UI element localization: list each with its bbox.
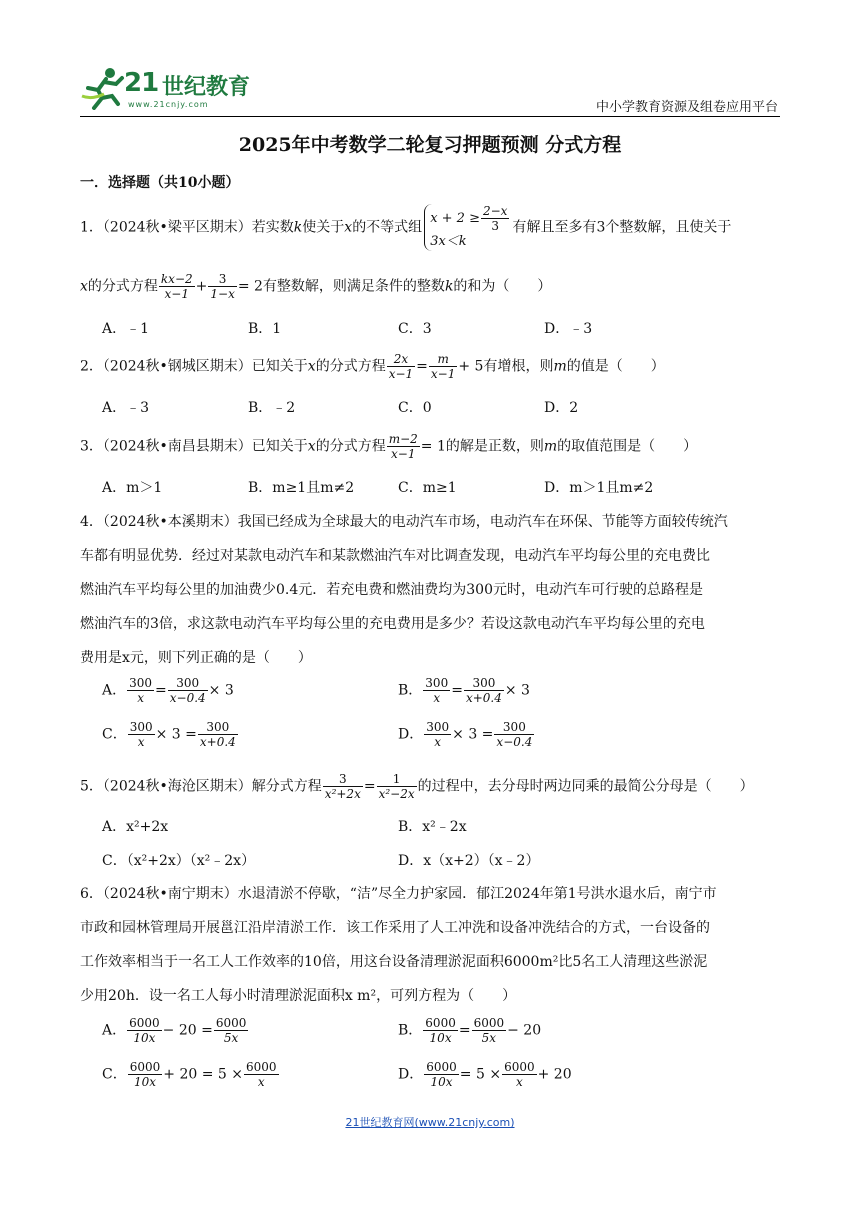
q6-option-c[interactable]: C． $\frac{6000}{10x}$ + 20 = 5 × $\frac{6000}{x}$ (102, 1060, 277, 1089)
inequality-system: x + 2 ≥ $\frac{2-x}{3}$ 3x＜k (424, 204, 510, 251)
q3-option-c[interactable]: C．m≥1 (398, 480, 457, 496)
q5-option-b[interactable]: B．x²﹣2x (398, 819, 467, 835)
site-logo (80, 66, 250, 114)
logo-number: 21 (124, 68, 159, 98)
q4-option-b[interactable]: B． $\frac{300}{x}$ = $\frac{300}{x+0.4}$ × 3 (398, 676, 530, 705)
q1-option-d[interactable]: D．﹣3 (544, 321, 593, 337)
q2-option-a[interactable]: A．﹣3 (102, 400, 150, 416)
q2-option-d[interactable]: D．2 (544, 400, 579, 416)
platform-name: 中小学教育资源及组卷应用平台 (595, 100, 778, 115)
page-title: 2025年中考数学二轮复习押题预测 分式方程 (238, 134, 622, 156)
logo-url: www.21cnjy.com (128, 100, 209, 109)
question-5-stem: 5．（2024秋•海沧区期末）解分式方程 $\frac{3}{\text{x²+2x}}$ = $\frac{1}{\text{x²−2x}}$ 的过程中，去分母时两边同乘的最简公分母是（ ） (80, 772, 754, 801)
q3-option-a[interactable]: A．m＞1 (102, 480, 163, 496)
q1-option-b[interactable]: B．1 (248, 321, 282, 337)
q6-option-a[interactable]: A． $\frac{6000}{10x}$ − 20 = $\frac{6000}{5x}$ (102, 1016, 247, 1045)
q3-option-b[interactable]: B．m≥1且m≠2 (248, 480, 355, 496)
section-heading: 一．选择题（共10小题） (80, 175, 240, 191)
q3-option-d[interactable]: D．m＞1且m≠2 (544, 480, 654, 496)
question-4-line5: 费用是x元，则下列正确的是（ ） (80, 650, 312, 666)
q5-option-d[interactable]: D．x（x+2）（x﹣2） (398, 853, 540, 869)
q6-option-b[interactable]: B． $\frac{6000}{10x}$ = $\frac{6000}{5x}$ − 20 (398, 1016, 542, 1045)
question-1-stem: 1．（2024秋•梁平区期末）若实数k使关于x的不等式组x + 2 ≥ $\frac{2-x}{3}$ 3x＜k有解且至多有3个整数解，且使关于 (80, 204, 732, 249)
q5-option-a[interactable]: A．x²+2x (102, 819, 169, 835)
question-4-line1: 4．（2024秋•本溪期末）我国已经成为全球最大的电动汽车市场，电动汽车在环保、节能等方面较传统汽 (80, 514, 728, 530)
question-1-line2: x的分式方程 $\frac{kx-2}{x-1}$ + $\frac{3}{1-x}$ = 2有整数解，则满足条件的整数k的和为（ ） (80, 272, 552, 301)
runner-icon (80, 66, 126, 110)
question-6-line2: 市政和园林管理局开展邕江沿岸清淤工作．该工作采用了人工冲洗和设备冲洗结合的方式，一台设备的 (80, 920, 710, 936)
header-divider (80, 116, 780, 117)
q2-option-b[interactable]: B．﹣2 (248, 400, 296, 416)
question-4-line3: 燃油汽车平均每公里的加油费少0.4元．若充电费和燃油费均为300元时，电动汽车可行驶的总路程是 (80, 582, 703, 598)
question-4-line2: 车都有明显优势．经过对某款电动汽车和某款燃油汽车对比调查发现，电动汽车平均每公里的充电费比 (80, 548, 710, 564)
q4-option-d[interactable]: D． $\frac{300}{x}$ × 3 = $\frac{300}{x-0.4}$ (398, 720, 533, 749)
q2-option-c[interactable]: C．0 (398, 400, 432, 416)
logo-text: 世纪教育 (162, 75, 251, 100)
q4-option-c[interactable]: C． $\frac{300}{x}$ × 3 = $\frac{300}{x+0.4}$ (102, 720, 236, 749)
q1-option-a[interactable]: A．﹣1 (102, 321, 150, 337)
question-6-line3: 工作效率相当于一名工人工作效率的10倍，用这台设备清理淤泥面积6000m²比5名工人清理这些淤泥 (80, 954, 708, 970)
q4-option-a[interactable]: A． $\frac{300}{x}$ = $\frac{300}{x-0.4}$ × 3 (102, 676, 234, 705)
question-3-stem: 3．（2024秋•南昌县期末）已知关于x的分式方程 $\frac{m-2}{x-1}$ = 1的解是正数，则m的取值范围是（ ） (80, 432, 698, 461)
question-6-line4: 少用20h．设一名工人每小时清理淤泥面积x m²，可列方程为（ ） (80, 988, 517, 1004)
q1-option-c[interactable]: C．3 (398, 321, 432, 337)
question-4-line4: 燃油汽车的3倍，求这款电动汽车平均每公里的充电费用是多少？若设这款电动汽车平均每公里的充电 (80, 616, 705, 632)
question-6-line1: 6．（2024秋•南宁期末）水退清淤不停歇，“洁”尽全力护家园．郁江2024年第1号洪水退水后，南宁市 (80, 886, 717, 902)
footer-link[interactable]: 21世纪教育网(www.21cnjy.com) (345, 1116, 515, 1129)
q5-option-c[interactable]: C．（x²+2x）（x²﹣2x） (102, 853, 256, 869)
q6-option-d[interactable]: D． $\frac{6000}{10x}$ = 5 × $\frac{6000}{x}$ + 20 (398, 1060, 572, 1089)
question-2-stem: 2．（2024秋•钢城区期末）已知关于x的分式方程 $\frac{2x}{x-1}$ = $\frac{m}{x-1}$ + 5有增根，则m的值是（ ） (80, 352, 665, 381)
